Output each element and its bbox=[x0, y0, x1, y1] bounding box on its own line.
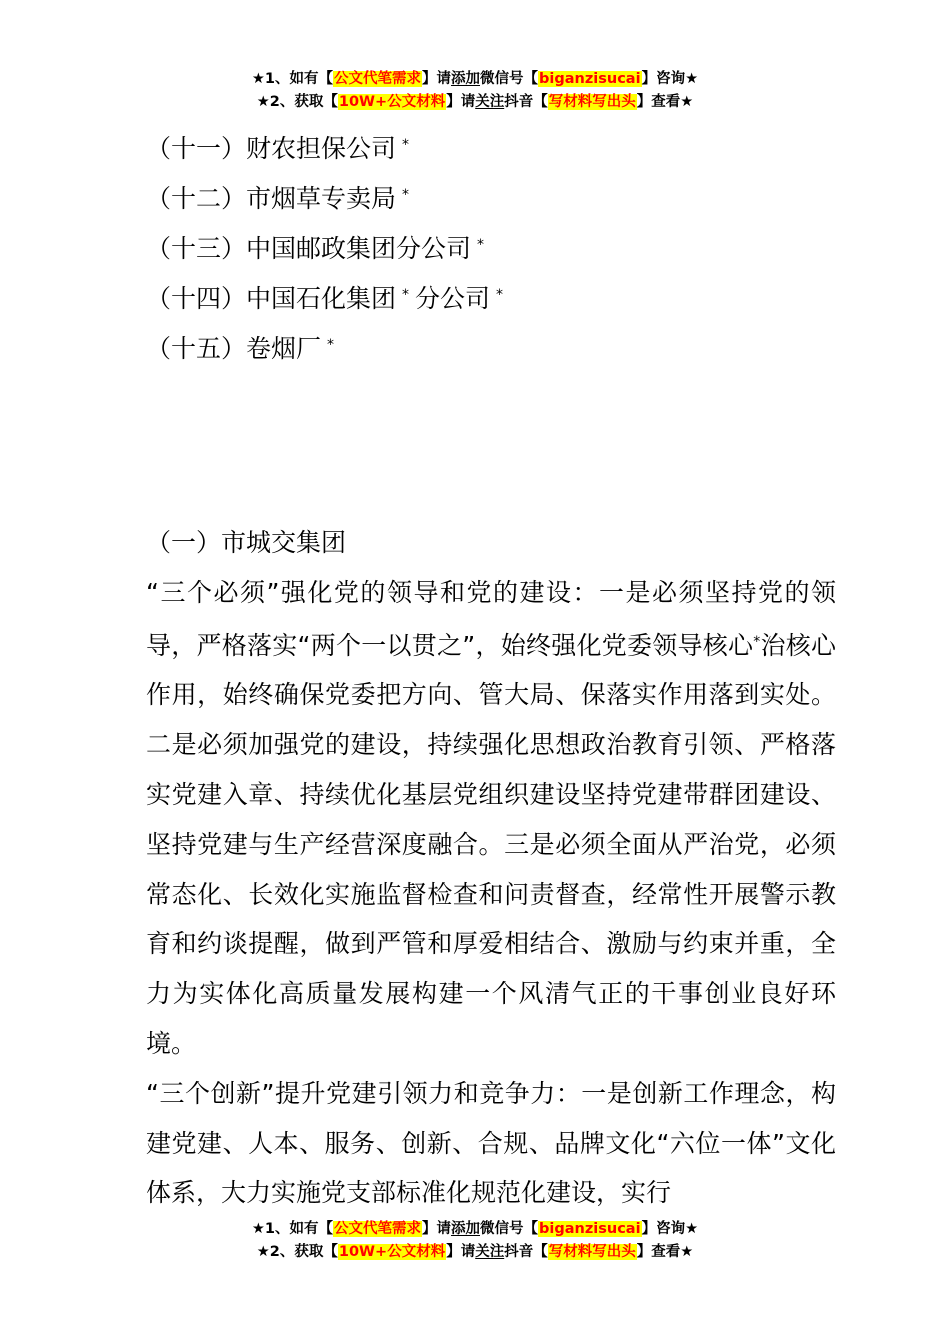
redaction-mark: * bbox=[402, 137, 410, 153]
promo-highlight: 写材料写出头 bbox=[548, 94, 636, 110]
promo-line-2: ★2、获取【10W+公文材料】请关注抖音【写材料写出头】查看★ bbox=[256, 1244, 694, 1260]
list-item: （十五）卷烟厂 * bbox=[146, 334, 335, 363]
promo-highlight: 公文代笔需求 bbox=[334, 71, 422, 87]
list-item: （十二）市烟草专卖局 * bbox=[146, 184, 410, 213]
redaction-mark: * bbox=[402, 287, 410, 303]
promo-line-2: ★2、获取【10W+公文材料】请关注抖音【写材料写出头】查看★ bbox=[256, 94, 694, 110]
promo-highlight: biganzisucai bbox=[539, 71, 641, 87]
bottom-promo-banner bbox=[0, 1218, 950, 1264]
redaction-mark: * bbox=[496, 287, 504, 303]
unit-list bbox=[146, 120, 846, 370]
promo-line-1: ★1、如有【公文代笔需求】请添加微信号【biganzisucai】咨询★ bbox=[251, 71, 699, 87]
list-item: （十三）中国邮政集团分公司 * bbox=[146, 234, 485, 263]
promo-line-1: ★1、如有【公文代笔需求】请添加微信号【biganzisucai】咨询★ bbox=[251, 1221, 699, 1237]
list-item: （十四）中国石化集团 * 分公司 * bbox=[146, 284, 504, 313]
section-heading: （一）市城交集团 bbox=[146, 528, 347, 557]
document-body bbox=[146, 518, 836, 1218]
promo-highlight: 10W+公文材料 bbox=[338, 1244, 446, 1260]
promo-highlight: 10W+公文材料 bbox=[338, 94, 446, 110]
body-paragraph: “三个必须”强化党的领导和党的建设：一是必须坚持党的领导，严格落实“两个一以贯之”，始终强化党委领导核心*治核心作用，始终确保党委把方向、管大局、保落实作用落到实处。二是必须加强党的建设，持续强化思想政治教育引领、严格落实党建入章、持续优化基层党组织建设坚持党建带群团建设、坚持党建与生产经营深度融合。三是必须全面从严治党，必须常态化、长效化实施监督检查和问责督查，经常性开展警示教育和约谈提醒，做到严管和厚爱相结合、激励与约束并重，全力为实体化高质量发展构建一个风清气正的干事创业良好环境。 bbox=[146, 577, 836, 1058]
top-promo-banner bbox=[0, 68, 950, 114]
redaction-mark: * bbox=[327, 337, 335, 353]
promo-highlight: 公文代笔需求 bbox=[334, 1221, 422, 1237]
redaction-mark: * bbox=[753, 633, 761, 650]
list-item: （十一）财农担保公司 * bbox=[146, 134, 410, 163]
redaction-mark: * bbox=[402, 187, 410, 203]
redaction-mark: * bbox=[477, 237, 485, 253]
body-paragraph: “三个创新”提升党建引领力和竞争力：一是创新工作理念，构建党建、人本、服务、创新、合规、品牌文化“六位一体”文化体系，大力实施党支部标准化规范化建设，实行 bbox=[146, 1078, 836, 1208]
promo-highlight: 写材料写出头 bbox=[548, 1244, 636, 1260]
promo-highlight: biganzisucai bbox=[539, 1221, 641, 1237]
